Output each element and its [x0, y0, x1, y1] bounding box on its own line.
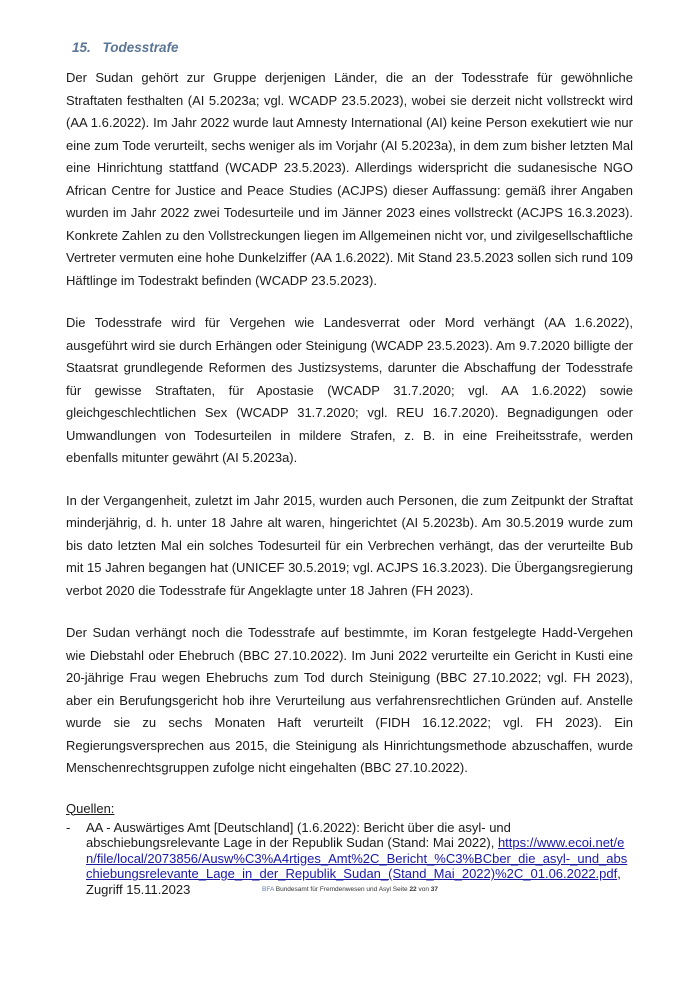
- footer-page-total: 37: [430, 886, 438, 893]
- source-access-date: , Zugriff 15.11.2023: [86, 866, 621, 897]
- section-number: 15.: [72, 40, 91, 55]
- footer-page-number: 22: [409, 886, 417, 893]
- footer-org: Bundesamt für Fremdenwesen und Asyl Seite: [273, 886, 410, 893]
- section-title: Todesstrafe: [102, 40, 179, 55]
- paragraph-3: In der Vergangenheit, zuletzt im Jahr 2015, wurden auch Personen, die zum Zeitpunkt der Straftat minderjährig, d. h. unter 18 Jahre alt waren, hingerichtet (AI 5.2023b). Am 30.5.2019 wurde zum bis dato letzten Mal ein solches Todesurteil für ein Verbrechen verhängt, das der verurteilte Bub mit 15 Jahren begangen hat (UNICEF 30.5.2019; vgl. ACJPS 16.3.2023). Die Übergangsregierung verbot 2020 die Todesstrafe für Angeklagte unter 18 Jahren (FH 2023).: [66, 492, 633, 598]
- paragraph-1: Der Sudan gehört zur Gruppe derjenigen Länder, die an der Todesstrafe für gewöhnliche Straftaten festhalten (AI 5.2023a; vgl. WCADP 23.5.2023), wobei sie derzeit nicht vollstreckt wird (AA 1.6.2022). Im Jahr 2022 wurde laut Amnesty International (AI) keine Person exekutiert wie nur eine zum Tode verurteilt, sechs weniger als im Vorjahr (AI 5.2023a), in dem zum bisher letzten Mal eine Hinrichtung stattfand (WCADP 23.5.2023). Allerdings widerspricht die sudanesische NGO African Centre for Justice and Peace Studies (ACJPS) dieser Auffassung: gemäß ihrer Angaben wurden im Jahr 2022 zwei Todesurteile und im Jänner 2023 eines vollstreckt (ACJPS 16.3.2023). Konkrete Zahlen zu den Vollstreckungen liegen im Allgemeinen nicht vor, und zivilgesellschaftliche Vertreter vermuten eine hohe Dunkelziffer (AA 1.6.2022). Mit Stand 23.5.2023 sollen sich rund 109 Häftlinge im Todestrakt befinden (WCADP 23.5.2023).: [66, 70, 633, 288]
- source-text: AA - Auswärtiges Amt [Deutschland] (1.6.2022): Bericht über die asyl- und abschiebungsrelevante Lage in der Republik Sudan (Stand: Mai 2022),: [86, 819, 511, 851]
- bullet-dash: -: [66, 819, 71, 835]
- paragraph-4: Der Sudan verhängt noch die Todesstrafe auf bestimmte, im Koran festgelegte Hadd-Vergehen wie Diebstahl oder Ehebruch (BBC 27.10.2022). Im Juni 2022 verurteilte ein Gericht in Kusti eine 20-jährige Frau wegen Ehebruchs zum Tod durch Steinigung (BBC 27.10.2022; vgl. FH 2023), aber ein Berufungsgericht hob ihre Verurteilung aus verfahrensrechtlichen Gründen auf. Anstelle wurde sie zu sechs Monaten Haft verurteilt (FIDH 16.12.2022; vgl. FH 2023). Ein Regierungsversprechen aus 2015, die Steinigung als Hinrichtungsmethode abzuschaffen, wurde Menschenrechtsgruppen zufolge nicht eingehalten (BBC 27.10.2022).: [66, 625, 633, 775]
- sources-heading: Quellen:: [66, 800, 115, 816]
- page-footer: [0, 886, 700, 893]
- footer-of: von: [416, 886, 431, 893]
- footer-brand: BFA: [262, 886, 274, 893]
- paragraph-2: Die Todesstrafe wird für Vergehen wie Landesverrat oder Mord verhängt (AA 1.6.2022), ausgeführt wird sie durch Erhängen oder Steinigung (WCADP 23.5.2023). Am 9.7.2020 billigte der Staatsrat grundlegende Reformen des Justizsystems, darunter die Abschaffung der Todesstrafe für gewisse Straftaten, für Apostasie (WCADP 31.7.2020; vgl. AA 1.6.2022) sowie gleichgeschlechtlichen Sex (WCADP 31.7.2020; vgl. REU 16.7.2020). Begnadigungen oder Umwandlungen von Todesurteilen in mildere Strafen, z. B. in eine Freiheitsstrafe, werden ebenfalls mitunter gewährt (AI 5.2023a).: [66, 315, 633, 465]
- section-heading: [72, 38, 633, 58]
- source-link[interactable]: https://www.ecoi.net/en/file/local/2073856/Ausw%C3%A4rtiges_Amt%2C_Bericht_%C3%BCber_die_asyl-_und_abschiebungsrelevante_Lage_in_der_Republik_Sudan_(Stand_Mai_2022)%2C_01.06.2022.pdf: [86, 835, 628, 882]
- document-page: [66, 38, 633, 897]
